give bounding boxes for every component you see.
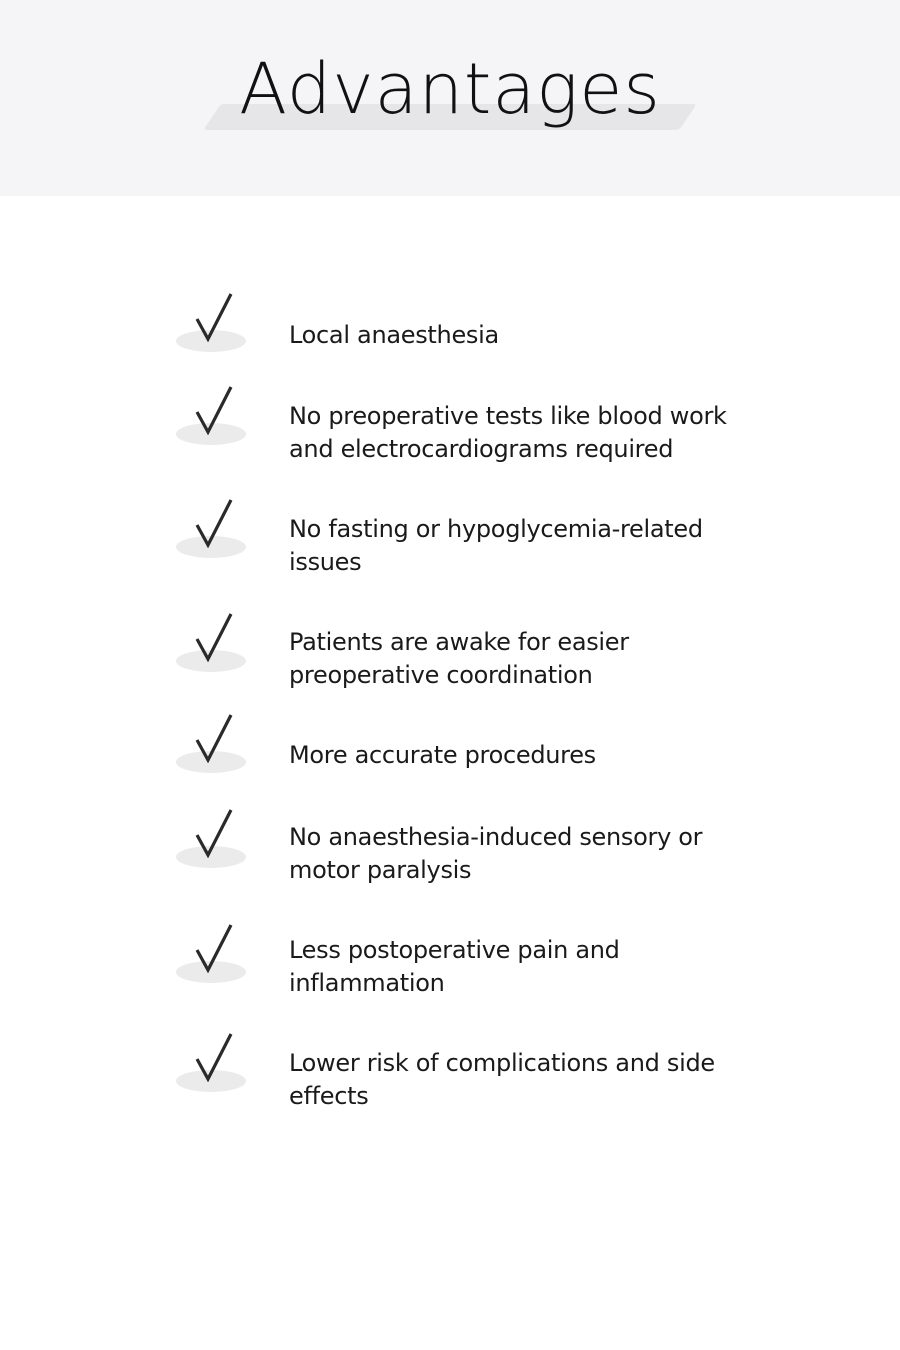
item-text: Patients are awake for easier preoperative coordination (289, 628, 629, 689)
item-text: More accurate procedures (289, 741, 596, 769)
item-text: Local anaesthesia (289, 321, 499, 349)
checkmark-badge (174, 385, 248, 445)
checkmark-icon (194, 808, 234, 858)
item-text: Lower risk of complications and side effects (289, 1049, 715, 1110)
checkmark-badge (174, 923, 248, 983)
item-text: No fasting or hypoglycemia-related issues (289, 515, 703, 576)
checkmark-badge (174, 1032, 248, 1092)
item-text: Less postoperative pain and inflammation (289, 936, 620, 997)
checkmark-icon (194, 292, 234, 342)
item-text: No preoperative tests like blood work and electrocardiograms required (289, 402, 727, 463)
checkmark-badge (174, 498, 248, 558)
checkmark-badge (174, 612, 248, 672)
checkmark-badge (174, 713, 248, 773)
checkmark-icon (194, 498, 234, 548)
checkmark-icon (194, 385, 234, 435)
item-text: No anaesthesia-induced sensory or motor paralysis (289, 823, 703, 884)
checkmark-icon (194, 612, 234, 662)
checkmark-badge (174, 292, 248, 352)
checkmark-icon (194, 923, 234, 973)
checkmark-icon (194, 713, 234, 763)
page-title: Advantages (239, 48, 661, 130)
checkmark-badge (174, 808, 248, 868)
checkmark-icon (194, 1032, 234, 1082)
